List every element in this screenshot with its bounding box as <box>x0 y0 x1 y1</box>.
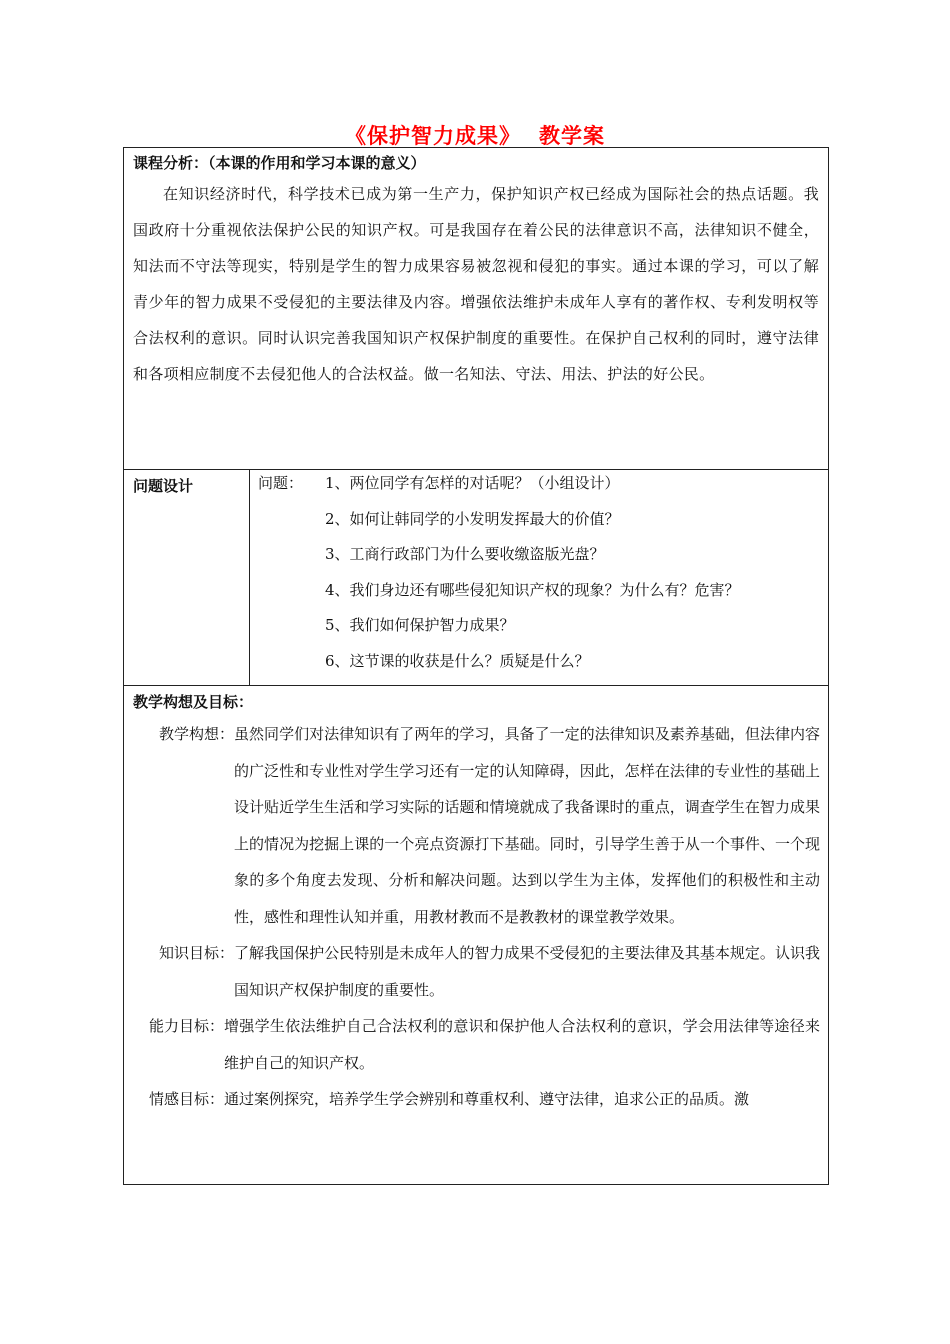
course-analysis-cell <box>124 148 829 470</box>
ability-goal <box>124 1008 828 1081</box>
teaching-goals-heading: 教学构想及目标： <box>133 693 254 711</box>
question-design-heading: 问题设计 <box>133 477 194 495</box>
teaching-concept-label: 教学构想： <box>158 725 234 743</box>
question-text: 6、这节课的收获是什么？质疑是什么？ <box>325 651 590 670</box>
teaching-concept-text: 虽然同学们对法律知识有了两年的学习，具备了一定的法律知识及素养基础，但法律内容的广泛性和专业性对学生学习还有一定的认知障碍，因此，怎样在法律的专业性的基础上设计贴近学生生活和学习实际的话题和情境就成了我备课时的重点，调查学生在智力成果上的情况为挖掘上课的一个亮点资源打下基础。同时，引导学生善于从一个事件、一个现象的多个角度去发现、分析和解决问题。达到以学生为主体，发挥他们的积极性和主动性，感性和理性认知并重，用教材教而不是教教材的课堂教学效果。 <box>234 725 821 926</box>
lesson-plan-table <box>123 147 829 1185</box>
question-design-label-cell <box>124 470 250 686</box>
question-item <box>258 650 828 686</box>
knowledge-goal <box>124 935 828 1008</box>
question-text: 5、我们如何保护智力成果？ <box>325 616 515 634</box>
emotion-goal-label: 情感目标： <box>148 1090 224 1108</box>
ability-goal-text: 增强学生依法维护自己合法权利的意识和保护他人合法权利的意识，学会用法律等途径来维护自己的知识产权。 <box>224 1017 821 1072</box>
question-item <box>258 614 828 650</box>
title-main: 《保护智力成果》 <box>345 124 521 148</box>
question-list <box>250 470 828 685</box>
emotion-goal <box>124 1081 828 1118</box>
teaching-concept <box>124 716 828 935</box>
question-text: 1、两位同学有怎样的对话呢？（小组设计） <box>325 474 620 492</box>
question-text: 4、我们身边还有哪些侵犯知识产权的现象？为什么有？危害？ <box>325 580 740 599</box>
course-analysis-row <box>124 148 829 470</box>
document-title <box>0 120 950 150</box>
question-prefix: 问题： <box>258 474 304 492</box>
knowledge-goal-label: 知识目标： <box>158 944 234 962</box>
course-analysis-heading: 课程分析：（本课的作用和学习本课的意义） <box>133 154 426 172</box>
question-item <box>258 579 828 615</box>
course-analysis-body: 在知识经济时代，科学技术已成为第一生产力，保护知识产权已经成为国际社会的热点话题。我国政府十分重视依法保护公民的知识产权。可是我国存在着公民的法律意识不高，法律知识不健全，知法而不守法等现实，特别是学生的智力成果容易被忽视和侵犯的事实。通过本课的学习，可以了解青少年的智力成果不受侵犯的主要法律及内容。增强依法维护未成年人享有的著作权、专利发明权等合法权利的意识。同时认识完善我国知识产权保护制度的重要性。在保护自己权利的同时，遵守法律和各项相应制度不去侵犯他人的合法权益。做一名知法、守法、用法、护法的好公民。 <box>133 185 820 383</box>
question-item <box>258 543 828 579</box>
teaching-goals-row <box>124 686 829 1185</box>
question-item <box>258 472 828 508</box>
knowledge-goal-text: 了解我国保护公民特别是未成年人的智力成果不受侵犯的主要法律及其基本规定。认识我国知识产权保护制度的重要性。 <box>234 944 821 999</box>
emotion-goal-text: 通过案例探究，培养学生学会辨别和尊重权利、遵守法律，追求公正的品质。激 <box>224 1090 750 1108</box>
question-text: 2、如何让韩同学的小发明发挥最大的价值？ <box>325 509 620 528</box>
question-list-cell <box>250 470 829 686</box>
ability-goal-label: 能力目标： <box>148 1017 224 1035</box>
question-design-row <box>124 470 829 686</box>
title-suffix: 教学案 <box>539 124 605 148</box>
question-text: 3、工商行政部门为什么要收缴盗版光盘？ <box>325 545 605 563</box>
question-item <box>258 508 828 544</box>
teaching-goals-cell <box>124 686 829 1185</box>
